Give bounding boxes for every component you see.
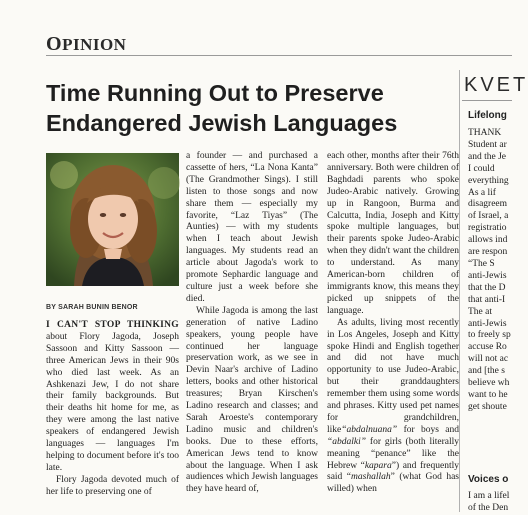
- sidebar-text-line: of Israel, a: [468, 211, 509, 222]
- byline: BY SARAH BUNIN BENOR: [46, 304, 138, 311]
- sidebar-text-line: will not ac: [468, 354, 509, 365]
- sidebar-text-line: “The S: [468, 258, 495, 269]
- sidebar-text-line: As a lif: [468, 187, 496, 198]
- sidebar-text-line: allows ind: [468, 235, 508, 246]
- sidebar-text-line: I could: [468, 163, 495, 174]
- sidebar-subhead: Lifelong: [468, 110, 507, 121]
- sidebar-text-line: Student ar: [468, 139, 507, 150]
- author-photo: [46, 153, 179, 286]
- lead-in: I CAN'T STOP THINKING: [46, 320, 179, 330]
- sidebar-rule: [462, 100, 512, 101]
- sidebar-text-line: accuse Ro: [468, 342, 507, 353]
- sidebar-text-line: anti-Jewis: [468, 270, 507, 281]
- sidebar-text-line: want to he: [468, 389, 508, 400]
- section-label: OPINION: [46, 33, 127, 55]
- sidebar-text-2-line: of the Den: [468, 502, 509, 513]
- sidebar-text-line: that the D: [468, 282, 506, 293]
- sidebar-text-line: believe wh: [468, 378, 510, 389]
- sidebar-text-line: are respon: [468, 247, 508, 258]
- sidebar-text-line: everything: [468, 175, 509, 186]
- sidebar-text-line: that anti-I: [468, 294, 506, 305]
- sidebar-text: [468, 128, 528, 414]
- sidebar-text-line: to freely sp: [468, 330, 511, 341]
- article-column-1: I CAN'T STOP THINKING about Flory Jagoda, Joseph Sassoon and Kitty Sassoon — three American Jews in their 90s who died last week. As an Ashkenazi Jew, I do not share their family backgrounds. But their deaths hit home for me, as they were among the last native speakers of endangered Jewish languages — languages I'm helping to document before it's too late. Flory Jagoda devoted much of her life to preserving one of: [46, 320, 179, 497]
- sidebar-text-line: disagreem: [468, 199, 508, 210]
- sidebar-title: KVET: [464, 74, 528, 96]
- section-rule: [46, 55, 512, 56]
- sidebar-text-line: and [the s: [468, 366, 505, 377]
- article-column-3: each other, months after their 76th anniversary. Both were children of Baghdadi parents who spoke Judeo-Arabic natively. Growing up in Rangoon, Burma and Calcutta, India, Joseph and Kitty spoke multiple languages, but their parents spoke Judeo-Arabic when they didn't want the children to understand. As many American-born children of immigrants know, this means they picked up snippets of the language. As adults, living most recently in Los Angeles, Joseph and Kitty spoke Hindi and English together and did not have much opportunity to use Judeo-Arabic, but their granddaughters remember them using some words and phrases. Kitty used pet names for grandchildren, like“abdalnuana” for boys and “abdalki” for girls (both literally meaning “penance” like the Hebrew “kapara”) and frequently said “mashallah” (what God has willed) when: [327, 151, 459, 495]
- article-column-2: a founder — and purchased a cassette of hers, “La Nona Kanta” (The Grandmother Sings). I still listen to those songs and now share them — especially my favorite, “Laz Tiyas” (The Aunties) — with my students when I teach about Jewish languages. My students read an article about Jagoda's work to promote Sephardic language and culture just a week before she died. While Jagoda is among the last generation of native Ladino speakers, young people have continued her language preservation work, as we see in Devin Naar's archive of Ladino letters, books and other historical treasures; Bryan Kirschen's Ladino research and classes; and Sarah Aroeste's contemporary Ladino music and children's books. Due to these efforts, American Jews tend to know about the language. When I ask audiences which Jewish languages they have heard of,: [186, 151, 318, 495]
- column-divider: [459, 70, 460, 512]
- headline: Time Running Out to Preserve Endangered Jewish Languages: [46, 80, 398, 136]
- sidebar-text-line: anti-Jewis: [468, 318, 507, 329]
- sidebar-text-line: registratio: [468, 223, 507, 234]
- sidebar-text-2-line: I am a lifel: [468, 491, 510, 501]
- sidebar-text-line: The at: [468, 306, 493, 317]
- sidebar-text-2: [468, 491, 528, 515]
- sidebar-text-line: THANK: [468, 128, 502, 138]
- sidebar-text-line: and the Je: [468, 151, 506, 162]
- sidebar-subhead-2: Voices o: [468, 474, 509, 485]
- sidebar-text-line: get shoute: [468, 401, 507, 412]
